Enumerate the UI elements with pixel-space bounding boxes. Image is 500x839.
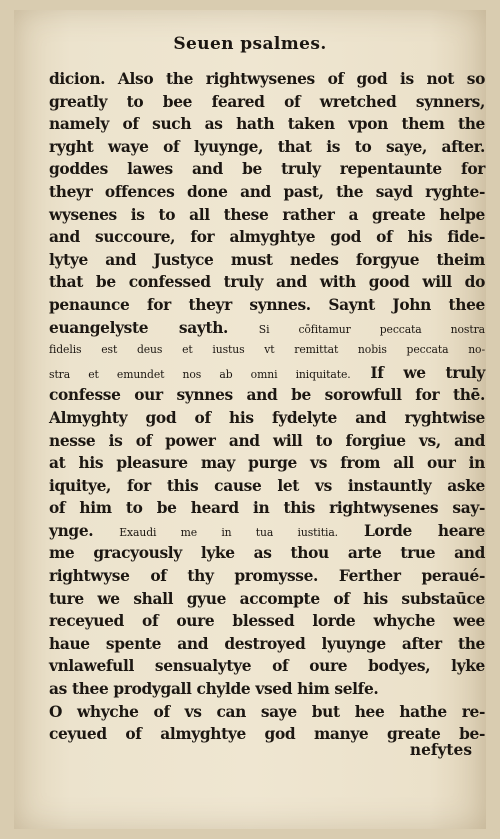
text-line: iquitye, for this cause let vs instauntly aske (49, 476, 485, 495)
running-head: Seuen psalmes. (173, 34, 327, 54)
latin-quote: Exaudi me in tua iustitia. (119, 525, 338, 539)
catchword: nefytes (409, 741, 472, 759)
text-line: goddes lawes and be truly repentaunte for (49, 160, 485, 179)
text-line: penaunce for theyr synnes. Saynt John thee (49, 295, 485, 314)
latin-quote: stra et emundet nos ab omni iniquitate. (49, 367, 351, 381)
latin-line: fidelis est deus et iustus vt remittat nobis peccata no- (49, 343, 485, 357)
text-line: wysenes is to all these rather a greate helpe (49, 205, 485, 224)
text-line: lytye and Justyce must nedes forgyue theim (49, 250, 485, 269)
text-line: greatly to bee feared of wretched synners, (49, 92, 485, 111)
text-line: euangelyste sayth. Si cōfitamur peccata nostra (49, 318, 485, 337)
latin-quote: Si cōfitamur peccata nostra (258, 322, 485, 336)
text-line: dicion. Also the rightwysenes of god is not so (49, 70, 485, 88)
text-line: ynge. Exaudi me in tua iustitia. Lorde heare (49, 521, 485, 540)
text-line: ryght waye of lyuynge, that is to saye, after. (49, 137, 485, 156)
text-line: rightwyse of thy promysse. Ferther peraué- (49, 567, 485, 586)
text-line: haue spente and destroyed lyuynge after the (49, 634, 485, 653)
text-line: confesse our synnes and be sorowfull for thē. (49, 386, 485, 405)
book-page (14, 10, 486, 829)
text-line: theyr offences done and past, the sayd ryghte- (49, 182, 485, 201)
text-line: stra et emundet nos ab omni iniquitate. If we truly (49, 363, 485, 382)
text-line: namely of such as hath taken vpon them the (49, 115, 485, 134)
text-line: ceyued of almyghtye god manye greate be- (49, 725, 485, 744)
text-line: Almyghty god of his fydelyte and ryghtwise (49, 408, 485, 427)
text-line: ture we shall gyue accompte of his substaūce (49, 589, 485, 608)
text-line: at his pleasure may purge vs from all our in (49, 454, 485, 473)
text-line: as thee prodygall chylde vsed him selfe. (49, 680, 379, 699)
text-line: receyued of oure blessed lorde whyche wee (49, 612, 485, 631)
text-line: me gracyously lyke as thou arte true and (49, 544, 485, 563)
text-line: and succoure, for almyghtye god of his fide- (49, 228, 485, 247)
text-line: nesse is of power and will to forgiue vs, and (49, 431, 485, 450)
text-line: that be confessed truly and with good will do (49, 273, 485, 292)
text-line: O whyche of vs can saye but hee hathe re- (49, 702, 485, 721)
text-line: vnlawefull sensualytye of oure bodyes, lyke (49, 657, 485, 676)
text-block (49, 68, 485, 746)
text-line: of him to be heard in this rightwysenes say- (49, 499, 485, 518)
